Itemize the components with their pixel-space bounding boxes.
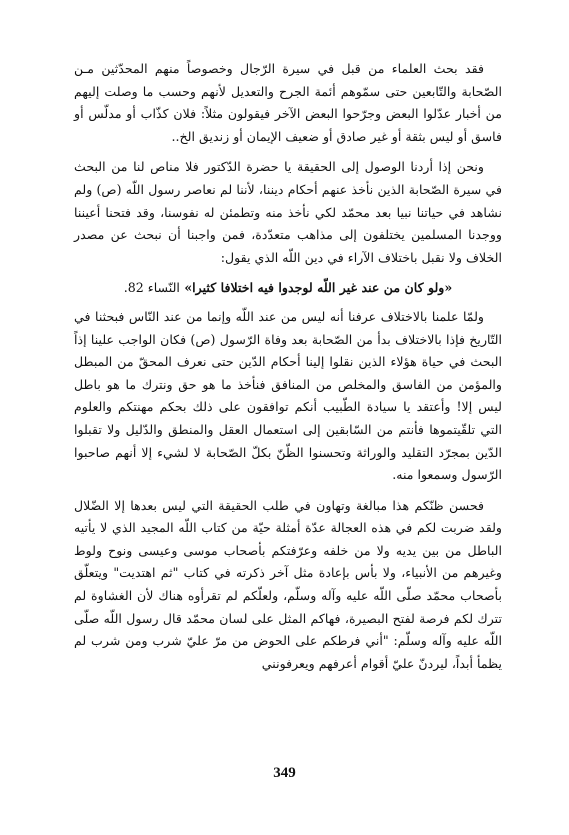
quote-reference: النّساء 82.	[123, 280, 180, 296]
paragraph-4: فحسن ظنّكم هذا مبالغة وتهاون في طلب الحقيقة التي ليس بعدها إلا الضّلال ولقد ضربت لكم في هذه العجالة عدّة أمثلة حيّة من كتاب اللّه المجيد الذي لا يأتيه الباطل من بين يديه ولا من خلفه وعرّفتكم بأصحاب موسى وعيسى ونوح ولوط وغيرهم من الأنبياء، ولا بأس بإعادة مثل آخر ذكرته في كتاب "ثم اهتديت" ويتعلّق بأصحاب محمّد صلّى اللّه عليه وآله وسلّم، ولعلّكم لم تقرأوه هناك لأن الغشاوة لم تترك لكم فرصة لفتح البصيرة، فهاكم المثل على لسان محمّد قال رسول اللّه صلّى اللّه عليه وآله وسلّم: "أني فرطكم على الحوض من مرّ عليّ شرب ومن شرب لم يظمأ أبداً، ليردنّ عليّ أقوام أعرفهم ويعرفونني	[74, 497, 502, 671]
quran-quote	[74, 277, 502, 300]
quote-text: «ولو كان من عند غير اللّه لوجدوا فيه اختلافا كثيرا»	[184, 280, 453, 296]
paragraph-1: فقد بحث العلماء من قبل في سيرة الرّجال وخصوصاً منهم المحدّثين مـن الصّحابة والتّابعين حتى سمّوهم أئمة الجرح والتعديل لأنهم وحسب ما وصلت إليهم من أخبار عدّلوا البعض وجرّحوا البعض الآخر فيقولون مثلاً: فلان كذّاب أو مدلّس أو فاسق أو ليس بثقة أو غير صادق أو ضعيف الإيمان أو زنديق الخ..	[74, 61, 502, 144]
paragraph-2: ونحن إذا أردنا الوصول إلى الحقيقة يا حضرة الدّكتور فلا مناص لنا من البحث في سيرة الصّحابة الذين نأخذ عنهم أحكام ديننا، لأننا لم نعاصر رسول اللّه (ص) ولم نشاهد في حياتنا نبيا بعد محمّد لكي نأخذ منه وتطمئن له نفوسنا، وقد فتحنا أعيننا ووجدنا المسلمين يختلفون إلى مذاهب متعدّدة، فمن واجبنا أن نبحث عن مصدر الخلاف ولا نقبل باختلاف الآراء في دين اللّه الذي يقول:	[74, 159, 502, 265]
body-text	[74, 58, 502, 683]
page-number: 349	[273, 765, 296, 781]
paragraph-3: ولمّا علمنا بالاختلاف عرفنا أنه ليس من عند اللّه وإنما من عند النّاس فبحثنا في التّاريخ فإذا بالاختلاف بدأ من الصّحابة بعد وفاة الرّسول (ص) فكان الواجب علينا إذاً البحث في حياة هؤلاء الذين نقلوا إلينا أحكام الدّين حتى نعرف المحقّ من المبطل والمؤمن من الفاسق والمخلص من المنافق فنأخذ ما هو حق ونترك ما هو باطل ليس إلا! وأعتقد يا سيادة الطّبيب أنكم توافقون على ذلك بحكم مهنتكم والعلوم التي تلقّيتموها فأنتم من السّابقين إلى استعمال العقل والمنطق والدّليل ولا تقبلوا الدّين بمجرّد التقليد والوراثة وتحسنوا الظّنّ بكلّ الصّحابة لا لشيء إلا أنهم صاحبوا الرّسول وسمعوا منه.	[74, 308, 502, 483]
